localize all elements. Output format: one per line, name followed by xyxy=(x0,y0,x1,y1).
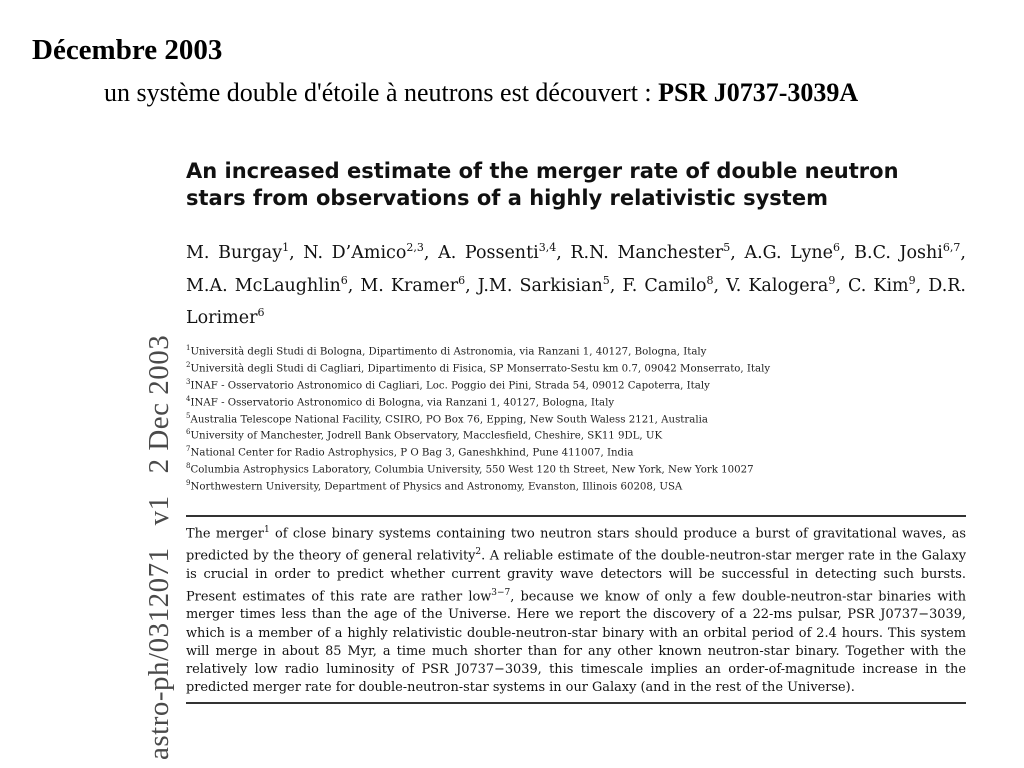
affiliation-marker: 6 xyxy=(832,241,840,254)
affiliation xyxy=(186,443,966,460)
affiliation-text: Northwestern University, Department of Physics and Astronomy, Evanston, Illinois 60208, USA xyxy=(190,481,683,493)
affiliation-marker: 1 xyxy=(282,241,290,254)
affiliation-marker: 5 xyxy=(723,241,731,254)
arxiv-id: astro-ph/0312071 xyxy=(143,547,175,760)
author xyxy=(570,243,730,263)
slide-title: Décembre 2003 xyxy=(32,34,223,66)
pulsar-name: PSR J0737-3039A xyxy=(658,78,859,107)
author-name: M. Kramer xyxy=(360,275,459,296)
reference-marker: 1 xyxy=(263,524,270,535)
affiliation xyxy=(186,426,966,443)
author xyxy=(744,243,840,263)
affiliation-text: Columbia Astrophysics Laboratory, Columbia University, 550 West 120 th Street, New York, New York 10027 xyxy=(190,464,754,476)
paper-title-line: An increased estimate of the merger rate of double neutron xyxy=(186,159,899,183)
author xyxy=(360,273,466,296)
author-name: A.G. Lyne xyxy=(744,242,833,263)
affiliation-number: 8 xyxy=(186,462,191,471)
affiliation-list xyxy=(186,342,966,493)
affiliation-text: Università degli Studi di Cagliari, Dipartimento di Fisica, SP Monserrato-Sestu km 0.7, 09042 Monserrato, Italy xyxy=(190,363,771,375)
affiliation-number: 1 xyxy=(186,344,191,353)
abstract-bottom-rule xyxy=(186,702,966,704)
affiliation xyxy=(186,460,966,477)
affiliation-text: INAF - Osservatorio Astronomico di Cagliari, Loc. Poggio dei Pini, Strada 54, 09012 Capoterra, Italy xyxy=(190,380,710,392)
author xyxy=(848,273,916,296)
affiliation-number: 2 xyxy=(186,361,191,370)
author-name: M. Burgay xyxy=(186,242,283,263)
affiliation-number: 7 xyxy=(186,445,191,454)
abstract-top-rule xyxy=(186,515,966,517)
arxiv-version: v1 xyxy=(143,495,175,526)
abstract-text: , because we know of only a few double-neutron-star binaries with merger times less than the age of the Universe. Here we report the discovery of a 22-ms pulsar, PSR J0737−3039, which is a member of a highly relativistic double-neutron-star binary with an orbital period of 2.4 hours. This system will merge in about 85 Myr, a time much shorter than for any other known neutron-star binary. Together with the relatively low radio luminosity of PSR J0737−3039, this timescale implies an order-of-magnitude increase in the predicted merger rate for double-neutron-star systems in our Galaxy (and in the rest of the Universe). xyxy=(186,589,966,696)
affiliation-marker: 6 xyxy=(340,273,348,287)
reference-marker: 3−7 xyxy=(491,587,511,598)
author-name: D.R. Lorimer xyxy=(186,275,966,329)
arxiv-stamp xyxy=(143,313,176,760)
abstract-text: of close binary systems containing two neutron stars should produce a burst of gravitational waves, as predicted by the theory of general relativity xyxy=(186,525,967,564)
arxiv-date: 2 Dec 2003 xyxy=(143,334,175,474)
paper-title xyxy=(186,158,966,212)
affiliation-marker: 3,4 xyxy=(538,241,557,254)
affiliation xyxy=(186,393,966,410)
author xyxy=(726,273,836,296)
slide-subtitle xyxy=(104,78,858,108)
affiliation-marker: 6 xyxy=(458,273,466,287)
abstract-text: The merger xyxy=(186,525,264,541)
author-name: R.N. Manchester xyxy=(570,242,724,263)
author xyxy=(477,273,610,296)
affiliation-marker: 6 xyxy=(257,306,265,320)
author-name: F. Camilo xyxy=(622,275,707,296)
subtitle-text: un système double d'étoile à neutrons est découvert : xyxy=(104,78,659,107)
author-name: B.C. Joshi xyxy=(854,242,943,263)
author xyxy=(438,243,556,263)
affiliation-marker: 2,3 xyxy=(406,241,424,254)
author xyxy=(303,243,424,263)
author-name: J.M. Sarkisian xyxy=(477,275,603,296)
affiliation-number: 6 xyxy=(186,428,191,437)
author-name: C. Kim xyxy=(848,275,909,296)
affiliation-text: University of Manchester, Jodrell Bank Observatory, Macclesfield, Cheshire, SK11 9DL, UK xyxy=(190,430,663,442)
author xyxy=(622,273,714,296)
affiliation-number: 4 xyxy=(186,394,191,403)
author-list: M. Burgay$^1$, N. D’Amico$^{2,3}$, A. Possenti$^{3,4}$, R.N. Manchester$^5$, A.G. Lyne$^6$, B.C. Joshi$^{6,7}$, M.A. McLaughlin$^6$, M. Kramer$^6$, J.M. Sarkisian$^5$, F. Camilo$^8$, V. Kalogera$^9$, C. Kim$^9$, D.R. Lorimer$^6$ xyxy=(186,241,966,329)
affiliation-number: 3 xyxy=(186,378,191,387)
affiliation xyxy=(186,410,966,427)
affiliation xyxy=(186,376,966,393)
affiliation-text: INAF - Osservatorio Astronomico di Bologna, via Ranzani 1, 40127, Bologna, Italy xyxy=(190,397,615,409)
affiliation-marker: 9 xyxy=(828,273,836,287)
affiliation-marker: 5 xyxy=(602,273,610,287)
affiliation-number: 9 xyxy=(186,478,191,487)
affiliation-marker: 9 xyxy=(908,273,916,287)
author-name: V. Kalogera xyxy=(726,275,829,296)
affiliation xyxy=(186,359,966,376)
author-name: M.A. McLaughlin xyxy=(186,275,341,296)
author xyxy=(186,243,289,263)
author xyxy=(854,243,960,263)
affiliation-text: National Center for Radio Astrophysics, P O Bag 3, Ganeshkhind, Pune 411007, India xyxy=(190,447,634,459)
affiliation xyxy=(186,477,966,494)
abstract xyxy=(186,521,966,698)
paper-excerpt xyxy=(186,158,966,704)
author-name: A. Possenti xyxy=(438,242,539,263)
author-name: N. D’Amico xyxy=(303,242,407,263)
affiliation-text: Università degli Studi di Bologna, Dipartimento di Astronomia, via Ranzani 1, 40127, Bologna, Italy xyxy=(190,346,707,358)
affiliation-marker: 6,7 xyxy=(942,241,961,254)
affiliation-marker: 8 xyxy=(706,273,714,287)
affiliation xyxy=(186,342,966,359)
abstract-text: . A reliable estimate of the double-neutron-star merger rate in the Galaxy is crucial in order to predict whether current gravity wave detectors will be successful in detecting such bursts. Present estimates of this rate are rather low xyxy=(186,548,967,605)
paper-title-line: stars from observations of a highly relativistic system xyxy=(186,186,828,210)
affiliation-number: 5 xyxy=(186,411,191,420)
author xyxy=(186,273,348,296)
affiliation-text: Australia Telescope National Facility, CSIRO, PO Box 76, Epping, New South Waless 2121, Australia xyxy=(190,414,708,426)
reference-marker: 2 xyxy=(475,547,482,558)
